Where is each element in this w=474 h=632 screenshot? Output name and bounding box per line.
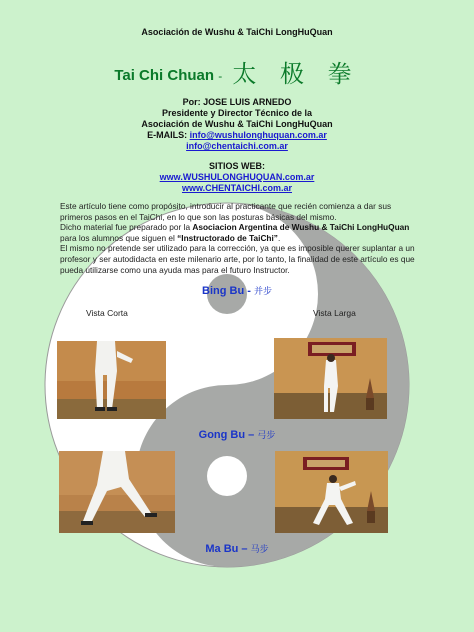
section-ma-bu: [0, 542, 474, 555]
author-role: Presidente y Director Técnico de la: [161, 108, 313, 118]
title-chinese: 太 极 拳: [232, 60, 360, 88]
email-link-2[interactable]: info@chentaichi.com.ar: [186, 141, 288, 151]
emails-line: [0, 130, 474, 141]
photo-bing-bu-long: [274, 338, 387, 419]
org-header: Asociación de Wushu & TaiChi LongHuQuan: [141, 27, 333, 37]
author-name: Por: JOSE LUIS ARNEDO: [182, 97, 292, 107]
bing-bu-title: Bing Bu -: [202, 285, 251, 297]
author-block: [0, 97, 474, 152]
intro-paragraph-1: Este artículo tiene como propósito, introducir al practicante que recién comienza a dar sus primeros pasos en el TaiChi, en lo que son las posturas básicas del mismo.: [60, 201, 392, 222]
sites-label: SITIOS WEB:: [209, 161, 265, 171]
gong-bu-chinese: 弓步: [257, 431, 276, 441]
section-gong-bu: [0, 428, 474, 441]
author-org: Asociación de Wushu & TaiChi LongHuQuan: [141, 119, 333, 129]
website-link-2[interactable]: www.CHENTAICHI.com.ar: [181, 183, 292, 193]
intro-text: [60, 201, 420, 275]
caption-vista-corta: Vista Corta: [86, 308, 128, 318]
photo-gong-bu-close: [59, 451, 175, 533]
intro-paragraph-2: Dicho material fue preparado por la Asociacion Argentina de Wushu & TaiChi LongHuQuan para los alumnos que siguen el “Instructorado de TaiChi”.: [60, 222, 410, 243]
section-bing-bu: [0, 284, 474, 297]
ma-bu-title: Ma Bu –: [205, 543, 248, 555]
email-link-1[interactable]: info@wushulonghuquan.com.ar: [189, 130, 327, 140]
photo-gong-bu-long: [275, 451, 388, 533]
gong-bu-title: Gong Bu –: [198, 429, 255, 441]
intro-paragraph-3: El mismo no pretende ser utilizado para la corrección, ya que es imposible querer suplantar a un profesor y ser autodidacta en este milenario arte, por lo tanto, la finalidad de este artículo es que pueda utilizarse como una ayuda mas para el futuro Instructor.: [60, 243, 415, 275]
page-title: [0, 52, 474, 87]
website-link-1[interactable]: www.WUSHULONGHUQUAN.com.ar: [159, 172, 315, 182]
photo-bing-bu-close: [57, 341, 166, 419]
caption-vista-larga: Vista Larga: [313, 308, 356, 318]
bing-bu-chinese: 并步: [253, 287, 272, 297]
ma-bu-chinese: 马步: [250, 545, 269, 555]
websites-block: [0, 161, 474, 194]
title-separator: -: [218, 69, 223, 83]
emails-label: E-MAILS:: [147, 130, 188, 140]
title-latin: Tai Chi Chuan: [114, 67, 215, 84]
